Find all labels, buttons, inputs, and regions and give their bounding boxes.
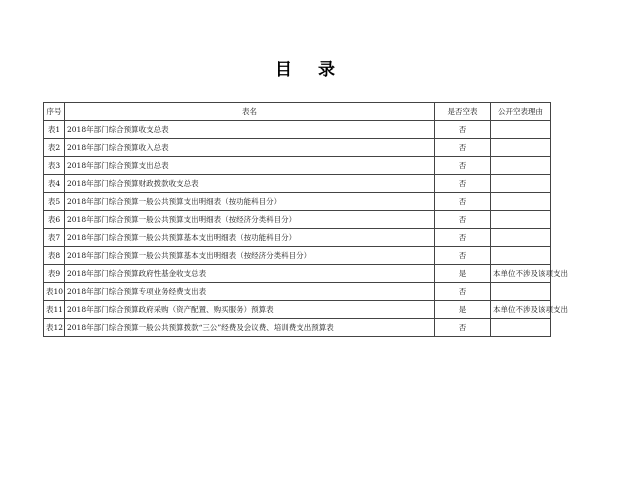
row-is-empty: 否: [435, 319, 491, 337]
table-row: [44, 175, 551, 193]
row-is-empty: 是: [435, 265, 491, 283]
contents-table: [43, 102, 568, 337]
row-table-name: 2018年部门综合预算收入总表: [65, 139, 435, 157]
row-is-empty: 是: [435, 301, 491, 319]
row-seq: 表1: [44, 121, 65, 139]
row-seq: 表4: [44, 175, 65, 193]
table-body: [44, 121, 568, 337]
table-row: [44, 193, 551, 211]
table-row: [44, 247, 551, 265]
row-empty-reason: [491, 157, 551, 175]
row-table-name: 2018年部门综合预算一般公共预算基本支出明细表（按功能科目分）: [65, 229, 435, 247]
row-table-name: 2018年部门综合预算政府性基金收支总表: [65, 265, 435, 283]
row-is-empty: 否: [435, 247, 491, 265]
row-table-name: 2018年部门综合预算财政拨款收支总表: [65, 175, 435, 193]
row-empty-reason: [491, 229, 551, 247]
row-empty-reason: [491, 175, 551, 193]
row-is-empty: 否: [435, 229, 491, 247]
table-row: [44, 211, 551, 229]
header-reason: 公开空表理由: [491, 103, 551, 121]
row-seq: 表5: [44, 193, 65, 211]
row-is-empty: 否: [435, 193, 491, 211]
row-seq: 表10: [44, 283, 65, 301]
row-empty-reason: 本单位不涉及该项支出: [491, 265, 551, 283]
table-row: [44, 301, 551, 319]
header-name: 表名: [65, 103, 435, 121]
row-seq: 表6: [44, 211, 65, 229]
row-seq: 表7: [44, 229, 65, 247]
row-table-name: 2018年部门综合预算一般公共预算基本支出明细表（按经济分类科目分）: [65, 247, 435, 265]
row-empty-reason: [491, 283, 551, 301]
row-table-name: 2018年部门综合预算一般公共预算支出明细表（按功能科目分）: [65, 193, 435, 211]
table-row: [44, 157, 551, 175]
row-is-empty: 否: [435, 211, 491, 229]
row-table-name: 2018年部门综合预算支出总表: [65, 157, 435, 175]
page-title: 目 录: [275, 60, 345, 80]
row-is-empty: 否: [435, 175, 491, 193]
table-header-row: [44, 103, 551, 121]
row-seq: 表11: [44, 301, 65, 319]
row-is-empty: 否: [435, 139, 491, 157]
row-is-empty: 否: [435, 121, 491, 139]
row-empty-reason: [491, 319, 551, 337]
table-row: [44, 265, 551, 283]
row-table-name: 2018年部门综合预算专项业务经费支出表: [65, 283, 435, 301]
table-row: [44, 283, 551, 301]
row-is-empty: 否: [435, 283, 491, 301]
table-row: [44, 229, 551, 247]
row-empty-reason: [491, 247, 551, 265]
table-row: [44, 121, 551, 139]
header-is-empty: 是否空表: [435, 103, 491, 121]
row-table-name: 2018年部门综合预算收支总表: [65, 121, 435, 139]
row-table-name: 2018年部门综合预算政府采购（资产配置、购买服务）预算表: [65, 301, 435, 319]
table-row: [44, 319, 551, 337]
row-seq: 表3: [44, 157, 65, 175]
row-seq: 表2: [44, 139, 65, 157]
row-is-empty: 否: [435, 157, 491, 175]
row-empty-reason: [491, 193, 551, 211]
row-table-name: 2018年部门综合预算一般公共预算拨款“三公”经费及会议费、培训费支出预算表: [65, 319, 435, 337]
row-empty-reason: [491, 121, 551, 139]
table-row: [44, 139, 551, 157]
row-seq: 表9: [44, 265, 65, 283]
row-seq: 表12: [44, 319, 65, 337]
header-seq: 序号: [44, 103, 65, 121]
row-empty-reason: 本单位不涉及该项支出: [491, 301, 551, 319]
row-table-name: 2018年部门综合预算一般公共预算支出明细表（按经济分类科目分）: [65, 211, 435, 229]
row-empty-reason: [491, 211, 551, 229]
row-empty-reason: [491, 139, 551, 157]
row-seq: 表8: [44, 247, 65, 265]
